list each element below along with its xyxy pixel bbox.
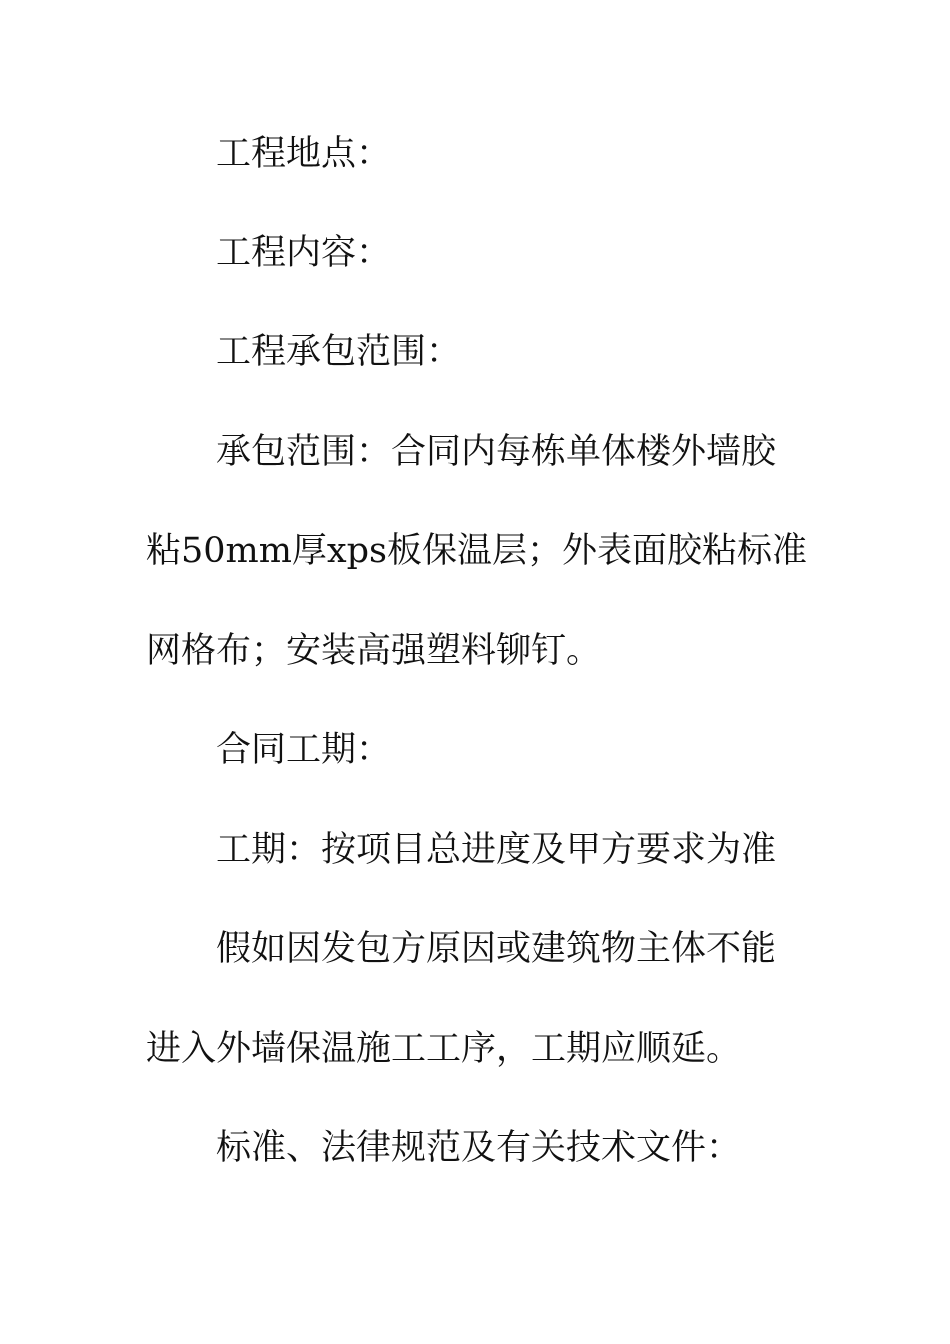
- project-scope-label: 工程承包范围：: [216, 332, 462, 372]
- contract-period-label: 合同工期：: [216, 730, 392, 770]
- period-paragraph: 工期：按项目总进度及甲方要求为准: [216, 830, 777, 870]
- scope-paragraph-line-3: 网格布；安装高强塑料铆钉。: [146, 631, 602, 671]
- standards-label: 标准、法律规范及有关技术文件：: [216, 1128, 742, 1168]
- delay-paragraph-line-1: 假如因发包方原因或建筑物主体不能: [216, 929, 777, 969]
- project-content-label: 工程内容：: [216, 233, 392, 273]
- scope-paragraph-line-2: 粘50mm厚xps板保温层；外表面胶粘标准: [146, 531, 808, 571]
- project-location-label: 工程地点：: [216, 134, 392, 174]
- delay-paragraph-line-2: 进入外墙保温施工工序，工期应顺延。: [146, 1029, 742, 1069]
- scope-paragraph-line-1: 承包范围：合同内每栋单体楼外墙胶: [216, 432, 777, 472]
